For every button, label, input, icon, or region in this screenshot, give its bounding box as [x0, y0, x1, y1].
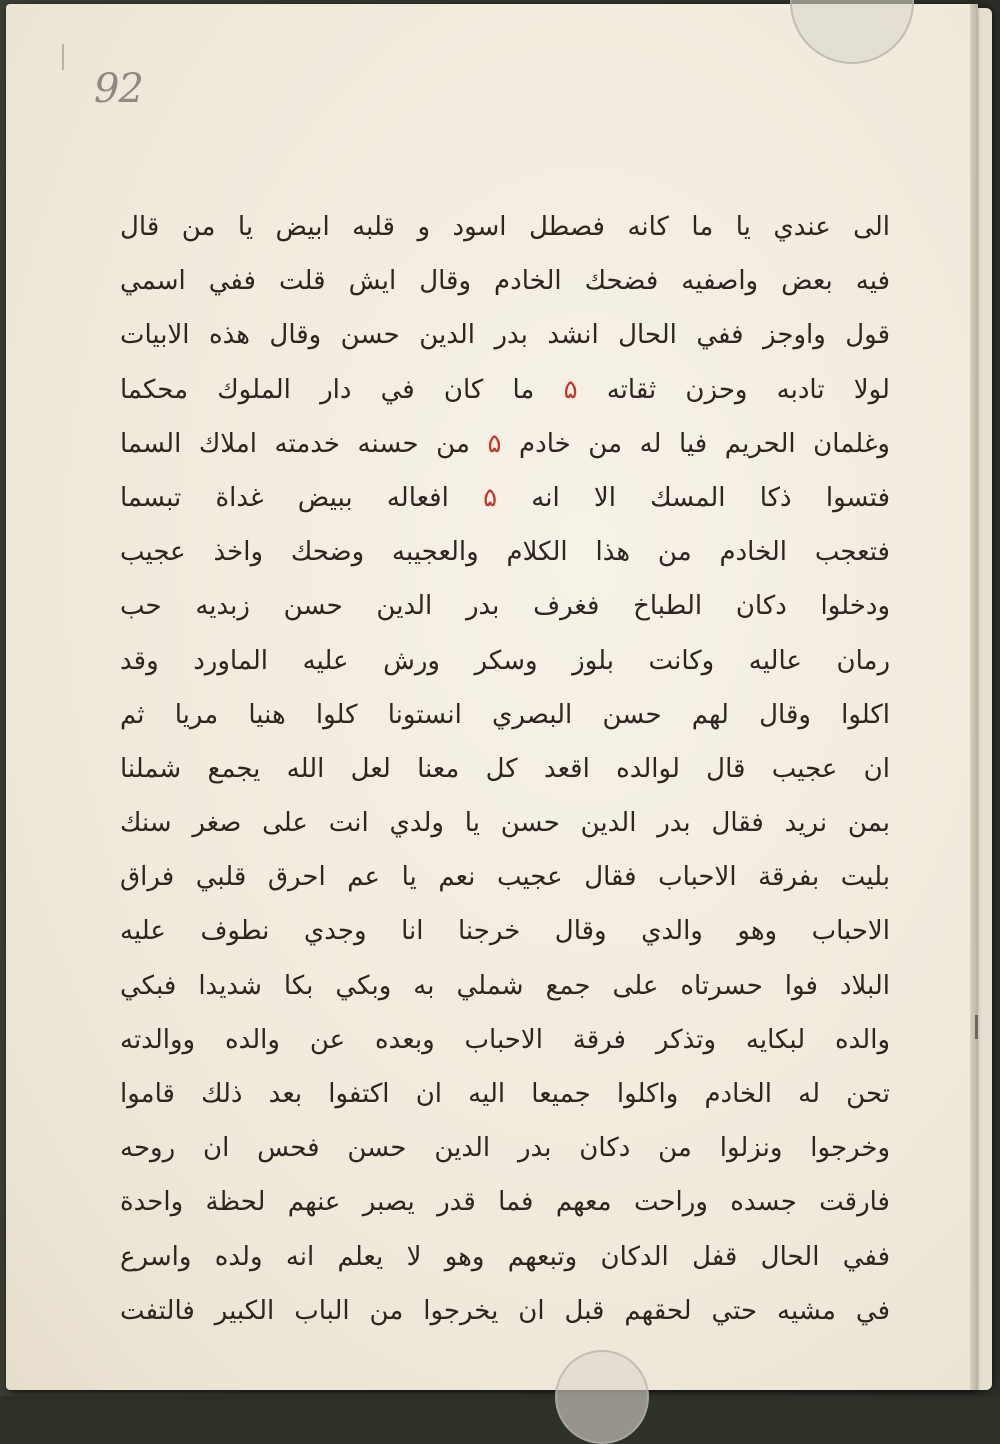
text-line: قول واوجز ففي الحال انشد بدر الدين حسن وقال هذه الابيات — [120, 320, 890, 351]
text-line: البلاد فوا حسرتاه على جمع شملي به وبكي بكا شديدا فبكي — [120, 970, 890, 1001]
verse-separator: ۵ — [487, 428, 502, 459]
text-line: وغلمان الحريم فيا له من خادم ۵ من حسنه خدمته املاك السما — [120, 428, 890, 459]
margin-mark — [975, 1015, 978, 1039]
verse-separator: ۵ — [563, 374, 578, 405]
text-line: بمن نريد فقال بدر الدين حسن يا ولدي انت على صغر سنك — [120, 808, 890, 839]
text-line: وخرجوا ونزلوا من دكان بدر الدين حسن فحس ان روحه — [120, 1133, 890, 1164]
page-clip-bottom — [555, 1350, 649, 1444]
verse-separator: ۵ — [483, 482, 498, 513]
text-line: في مشيه حتي لحقهم قبل ان يخرجوا من الباب الكبير فالتفت — [120, 1295, 890, 1326]
text-line: فارقت جسده وراحت معهم فما قدر يصبر عنهم لحظة واحدة — [120, 1187, 890, 1218]
text-line: رمان عاليه وكانت بلوز وسكر ورش عليه الماورد وقد — [120, 645, 890, 676]
text-line: فتعجب الخادم من هذا الكلام والعجيبه وضحك واخذ عجيب — [120, 537, 890, 568]
text-line: ففي الحال قفل الدكان وتبعهم وهو لا يعلم انه ولده واسرع — [120, 1241, 890, 1272]
text-line: فتسوا ذكا المسك الا انه ۵ افعاله ببيض غداة تبسما — [120, 482, 890, 513]
folio-number: 92 — [94, 66, 143, 112]
text-line: بليت بفرقة الاحباب فقال عجيب نعم يا عم احرق قلبي فراق — [120, 862, 890, 893]
text-line: الى عندي يا ما كانه فصطل اسود و قلبه ابيض يا من قال — [120, 212, 890, 242]
text-line: فيه بعض واصفيه فضحك الخادم وقال ايش قلت ففي اسمي — [120, 266, 890, 297]
manuscript-text — [120, 200, 890, 1338]
text-line: والده لبكايه وتذكر فرقة الاحباب وبعده عن والده ووالدته — [120, 1024, 890, 1055]
text-line: ودخلوا دكان الطباخ فغرف بدر الدين حسن زبديه حب — [120, 591, 890, 622]
text-line: اكلوا وقال لهم حسن البصري انستونا كلوا هنيا مريا ثم — [120, 699, 890, 730]
text-line: لولا تادبه وحزن ثقاته ۵ ما كان في دار الملوك محكما — [120, 374, 890, 405]
text-line: تحن له الخادم واكلوا جميعا اليه ان اكتفوا بعد ذلك قاموا — [120, 1079, 890, 1109]
text-line: الاحباب وهو والدي وقال خرجنا انا وجدي نطوف عليه — [120, 916, 890, 947]
pencil-mark — [62, 44, 64, 70]
text-line: ان عجيب قال لوالده اقعد كل معنا لعل الله يجمع شملنا — [120, 753, 890, 784]
page-gutter — [970, 4, 978, 1390]
